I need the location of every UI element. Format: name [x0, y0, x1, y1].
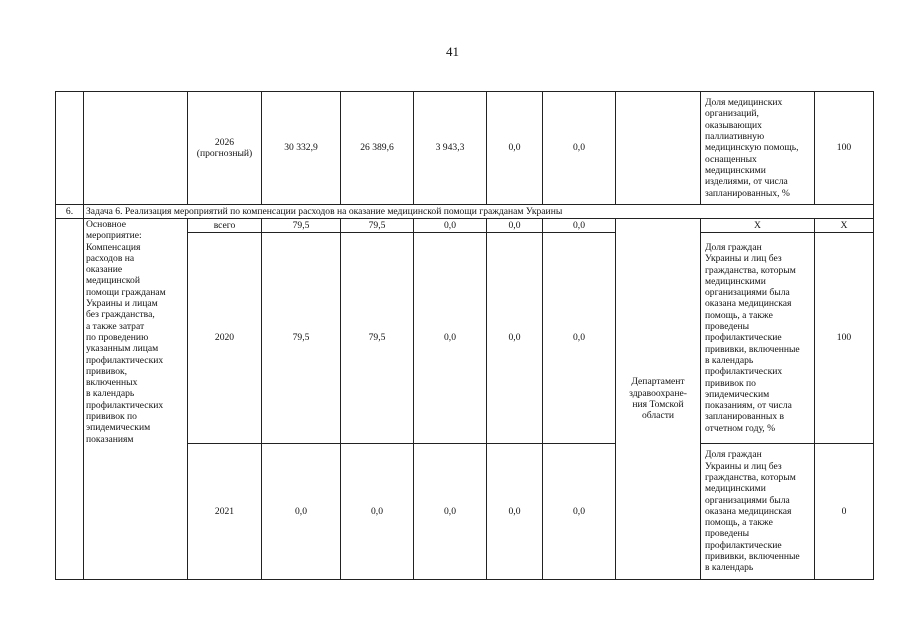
measure-line: Основное	[86, 219, 126, 230]
executor-cell	[616, 219, 701, 580]
indicator-line: медицинскими	[705, 275, 766, 287]
row-number-cell	[56, 92, 84, 205]
value-cell: 0,0	[543, 233, 616, 444]
indicator-line: помощь, а также	[705, 517, 773, 529]
page-number: 41	[446, 44, 459, 59]
total-cell: 79,5	[262, 233, 341, 444]
executor-line: ния Томской	[632, 399, 684, 410]
indicator-cell	[701, 92, 815, 205]
value-cell: 0,0	[487, 92, 543, 205]
indicator-line: паллиативную	[705, 131, 765, 143]
measure-line: эпидемическим	[86, 422, 151, 434]
measure-name-cell	[84, 219, 188, 580]
indicator-line: Украины и лиц без	[705, 460, 782, 472]
measure-line: в календарь	[86, 388, 135, 400]
executor-line: здравоохране-	[629, 387, 687, 399]
measure-line: прививок по	[86, 411, 137, 423]
indicator-line: запланированных, %	[705, 187, 790, 199]
indicator-line: проведены	[705, 321, 750, 333]
measure-line: Украины и лицам	[86, 298, 158, 310]
value-cell: 0,0	[487, 444, 543, 580]
task-row	[56, 205, 874, 219]
indicator-line: Украины и лиц без	[705, 253, 782, 265]
year-cell	[188, 92, 262, 205]
executor-line: Департамент	[631, 376, 685, 388]
measure-line: медицинской	[86, 275, 140, 287]
executor-line: области	[641, 410, 675, 422]
indicator-line: Доля граждан	[705, 241, 762, 253]
value-cell: 0,0	[341, 444, 414, 580]
measure-line: включенных	[86, 377, 138, 389]
indicator-line: отчетном году, %	[705, 422, 776, 434]
target-cell: 0	[815, 444, 874, 580]
measure-line: расходов на	[86, 252, 135, 264]
measure-line: указанным лицам	[86, 343, 159, 355]
indicator-line: Доля медицинских	[705, 97, 783, 109]
value-cell: 79,5	[341, 219, 414, 233]
measure-line: профилактических	[86, 399, 164, 411]
year-cell: 2020	[188, 233, 262, 444]
measure-line: мероприятие:	[86, 230, 142, 242]
measure-line: Компенсация	[86, 241, 141, 253]
indicator-line: прививки, включенные	[705, 551, 800, 563]
indicator-line: в календарь	[705, 354, 754, 366]
task-title: Задача 6. Реализация мероприятий по компенсации расходов на оказание медицинской помощи гражданам Украины	[84, 205, 874, 219]
indicator-line: в календарь	[705, 562, 754, 574]
total-cell: 0,0	[262, 444, 341, 580]
total-cell: 79,5	[262, 219, 341, 233]
indicator-line: профилактические	[705, 332, 782, 344]
total-cell: 30 332,9	[262, 92, 341, 205]
indicator-line: организациями была	[705, 287, 790, 299]
indicator-line: оснащенных	[705, 153, 757, 165]
indicator-cell	[701, 444, 815, 580]
indicator-line: организациями была	[705, 494, 790, 506]
row-number-cell	[56, 219, 84, 580]
value-cell: 0,0	[414, 219, 487, 233]
measure-line: прививок,	[86, 365, 128, 377]
indicator-line: помощь, а также	[705, 309, 773, 321]
measure-line: помощи гражданам	[86, 286, 166, 298]
value-cell: 0,0	[543, 444, 616, 580]
indicator-line: профилактических	[705, 366, 783, 378]
measure-line: без гражданства,	[86, 309, 155, 321]
measure-cell	[84, 92, 188, 205]
value-cell: 0,0	[487, 233, 543, 444]
target-cell: Х	[815, 219, 874, 233]
measure-line: профилактических	[86, 354, 164, 366]
value-cell: 0,0	[414, 233, 487, 444]
indicator-line: запланированных в	[705, 411, 785, 423]
program-table	[55, 91, 874, 580]
indicator-line: гражданства, которым	[705, 264, 796, 276]
indicator-line: показаниям, от числа	[705, 400, 792, 412]
indicator-line: гражданства, которым	[705, 471, 796, 483]
year-label: 2026	[214, 136, 235, 148]
measure-line: оказание	[86, 264, 123, 276]
indicator-line: Доля граждан	[705, 449, 762, 461]
indicator-line: оказывающих	[705, 119, 762, 131]
year-cell: всего	[188, 219, 262, 233]
indicator-cell	[701, 233, 815, 444]
indicator-line: медицинскими	[705, 483, 766, 495]
value-cell: 0,0	[414, 444, 487, 580]
value-cell: 0,0	[543, 92, 616, 205]
measure-line: по проведению	[86, 331, 149, 343]
year-note: (прогнозный)	[196, 148, 253, 159]
indicator-line: оказана медицинская	[705, 505, 792, 517]
value-cell: 0,0	[487, 219, 543, 233]
value-cell: 79,5	[341, 233, 414, 444]
value-cell: 26 389,6	[341, 92, 414, 205]
indicator-line: оказана медицинская	[705, 298, 792, 310]
indicator-line: медицинскую помощь,	[705, 142, 799, 154]
measure-line: а также затрат	[86, 320, 145, 332]
value-cell: 3 943,3	[414, 92, 487, 205]
task-number: 6.	[56, 205, 84, 219]
target-cell: 100	[815, 233, 874, 444]
year-cell: 2021	[188, 444, 262, 580]
value-cell: 0,0	[543, 219, 616, 233]
table-row-total	[56, 219, 874, 233]
indicator-line: изделиями, от числа	[705, 176, 788, 188]
executor-cell	[616, 92, 701, 205]
indicator-line: медицинскими	[705, 164, 766, 176]
indicator-line: прививок по	[705, 377, 756, 389]
indicator-line: организаций,	[705, 108, 759, 120]
measure-line: показаниям	[86, 433, 134, 445]
target-cell: 100	[815, 92, 874, 205]
indicator-line: эпидемическим	[705, 388, 770, 400]
indicator-line: профилактические	[705, 539, 782, 551]
table-row-2026	[56, 92, 874, 205]
indicator-line: прививки, включенные	[705, 343, 800, 355]
indicator-cell: Х	[701, 219, 815, 233]
indicator-line: проведены	[705, 528, 750, 540]
